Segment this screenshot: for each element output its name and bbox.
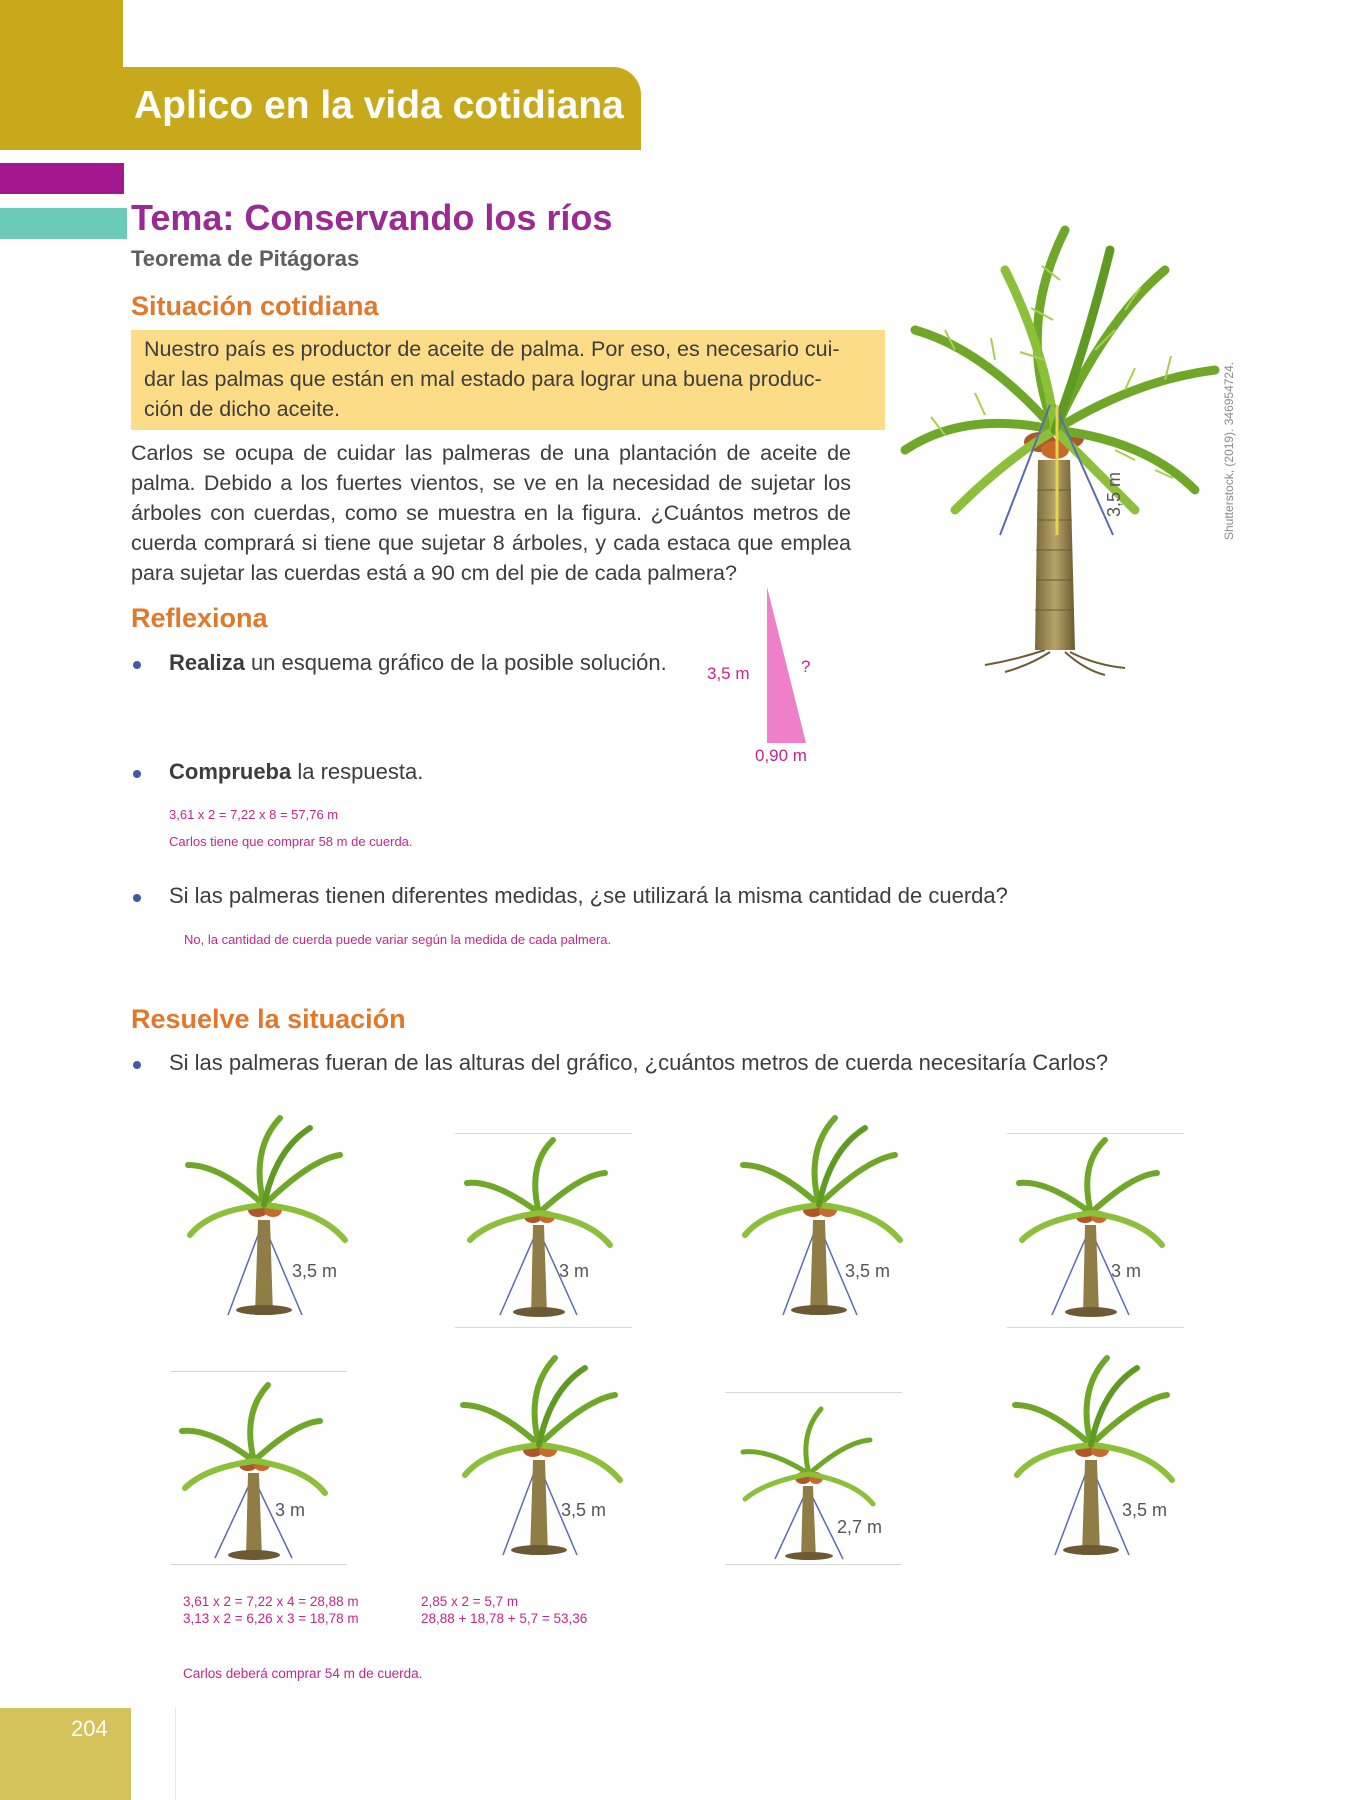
palm-height-label: 3 m xyxy=(1111,1261,1142,1281)
reflect-item-1-bold: Realiza xyxy=(169,650,245,675)
header-left-strip xyxy=(0,0,123,150)
triangle-height-label: 3,5 m xyxy=(707,664,750,683)
reflect-heading: Reflexiona xyxy=(131,603,268,633)
palm-height-label: 3,5 m xyxy=(1122,1500,1168,1520)
reflect-item-1-text: un esquema gráfico de la posible solución. xyxy=(244,650,667,675)
palm-height-label: 3 m xyxy=(559,1261,590,1281)
magenta-accent-bar xyxy=(0,163,124,194)
triangle-hypotenuse-label: ? xyxy=(801,657,811,676)
problem-line: cuerda comprará si tiene que sujetar 8 árboles, y cada estaca que emplea xyxy=(131,531,851,555)
palm-card xyxy=(1007,1350,1187,1545)
reflect-item-3: Si las palmeras tienen diferentes medidas, ¿se utilizará la misma cantidad de cuerda? xyxy=(169,883,1008,908)
problem-line: para sujetar las cuerdas está a 90 cm del pie de cada palmera? xyxy=(131,561,737,585)
teal-accent-bar xyxy=(0,208,124,239)
palm-icon xyxy=(1007,1135,1187,1325)
palm-card xyxy=(725,1394,905,1589)
palm-trunk xyxy=(1035,460,1075,650)
card-border xyxy=(1007,1133,1184,1134)
header-title: Aplico en la vida cotidiana xyxy=(134,84,624,127)
highlight-box xyxy=(131,330,885,430)
teal-accent-line xyxy=(124,208,127,239)
palm-icon xyxy=(735,1110,915,1320)
palm-tree-illustration xyxy=(895,210,1225,680)
triangle-base-label: 0,90 m xyxy=(755,746,807,765)
palm-icon xyxy=(455,1350,635,1560)
main-tree-height-label: 3,5 m xyxy=(1104,471,1124,517)
page-number: 204 xyxy=(71,1716,108,1741)
problem-text xyxy=(131,438,851,588)
palm-card xyxy=(455,1135,635,1330)
reflect-item-2 xyxy=(169,759,423,785)
palm-height-label: 2,7 m xyxy=(837,1517,883,1537)
card-border xyxy=(455,1133,632,1134)
footer-page-box xyxy=(0,1708,131,1800)
situation-heading: Situación cotidiana xyxy=(131,291,379,321)
reflect-item-1 xyxy=(169,650,667,676)
palm-icon xyxy=(180,1110,360,1320)
palm-height-label: 3,5 m xyxy=(292,1261,338,1281)
palm-icon xyxy=(170,1373,350,1563)
bullet xyxy=(133,894,141,902)
card-border xyxy=(725,1392,902,1393)
answer-3: No, la cantidad de cuerda puede variar según la medida de cada palmera. xyxy=(184,932,612,947)
palm-roots xyxy=(985,650,1125,675)
palm-icon xyxy=(455,1135,635,1325)
bullet xyxy=(133,770,141,778)
palm-card xyxy=(1007,1135,1187,1330)
calc-line: 2,85 x 2 = 5,7 m xyxy=(421,1594,519,1609)
topic-subtitle: Teorema de Pitágoras xyxy=(131,246,360,271)
solve-conclusion: Carlos deberá comprar 54 m de cuerda. xyxy=(183,1666,423,1681)
highlight-line: dar las palmas que están en mal estado para lograr una buena produc- xyxy=(144,367,822,391)
answer-calc: 3,61 x 2 = 7,22 x 8 = 57,76 m xyxy=(169,807,339,822)
solve-heading: Resuelve la situación xyxy=(131,1004,406,1034)
palm-card xyxy=(455,1350,635,1545)
calc-line: 3,61 x 2 = 7,22 x 4 = 28,88 m xyxy=(183,1594,359,1609)
bullet xyxy=(133,1061,141,1069)
footer-divider xyxy=(175,1708,176,1800)
calc-line: 3,13 x 2 = 6,26 x 3 = 18,78 m xyxy=(183,1611,359,1626)
palm-card xyxy=(735,1110,915,1305)
answer-conclusion: Carlos tiene que comprar 58 m de cuerda. xyxy=(169,834,413,849)
palm-height-label: 3,5 m xyxy=(561,1500,607,1520)
palm-icon xyxy=(1007,1350,1187,1560)
problem-line: palma. Debido a los fuertes vientos, se ve en la necesidad de sujetar los xyxy=(131,471,851,495)
photo-credit: Shutterstock, (2019). 346954724. xyxy=(1222,361,1236,540)
problem-line: árboles con cuerdas, como se muestra en la figura. ¿Cuántos metros de xyxy=(131,501,851,525)
highlight-line: ción de dicho aceite. xyxy=(144,397,341,421)
palm-height-label: 3 m xyxy=(275,1500,306,1520)
card-border xyxy=(170,1371,347,1372)
topic-title: Tema: Conservando los ríos xyxy=(131,197,613,238)
reflect-item-2-bold: Comprueba xyxy=(169,759,292,784)
palm-icon xyxy=(725,1394,905,1564)
calc-line: 28,88 + 18,78 + 5,7 = 53,36 xyxy=(421,1611,588,1626)
problem-line: Carlos se ocupa de cuidar las palmeras de una plantación de aceite de xyxy=(131,441,851,465)
palm-card xyxy=(170,1373,350,1568)
solve-item: Si las palmeras fueran de las alturas del gráfico, ¿cuántos metros de cuerda necesitaría Carlos? xyxy=(169,1050,1109,1075)
palm-card xyxy=(180,1110,360,1305)
bullet xyxy=(133,661,141,669)
highlight-line: Nuestro país es productor de aceite de palma. Por eso, es necesario cui- xyxy=(144,337,840,361)
palm-height-label: 3,5 m xyxy=(845,1261,891,1281)
reflect-item-2-text: la respuesta. xyxy=(291,759,424,784)
